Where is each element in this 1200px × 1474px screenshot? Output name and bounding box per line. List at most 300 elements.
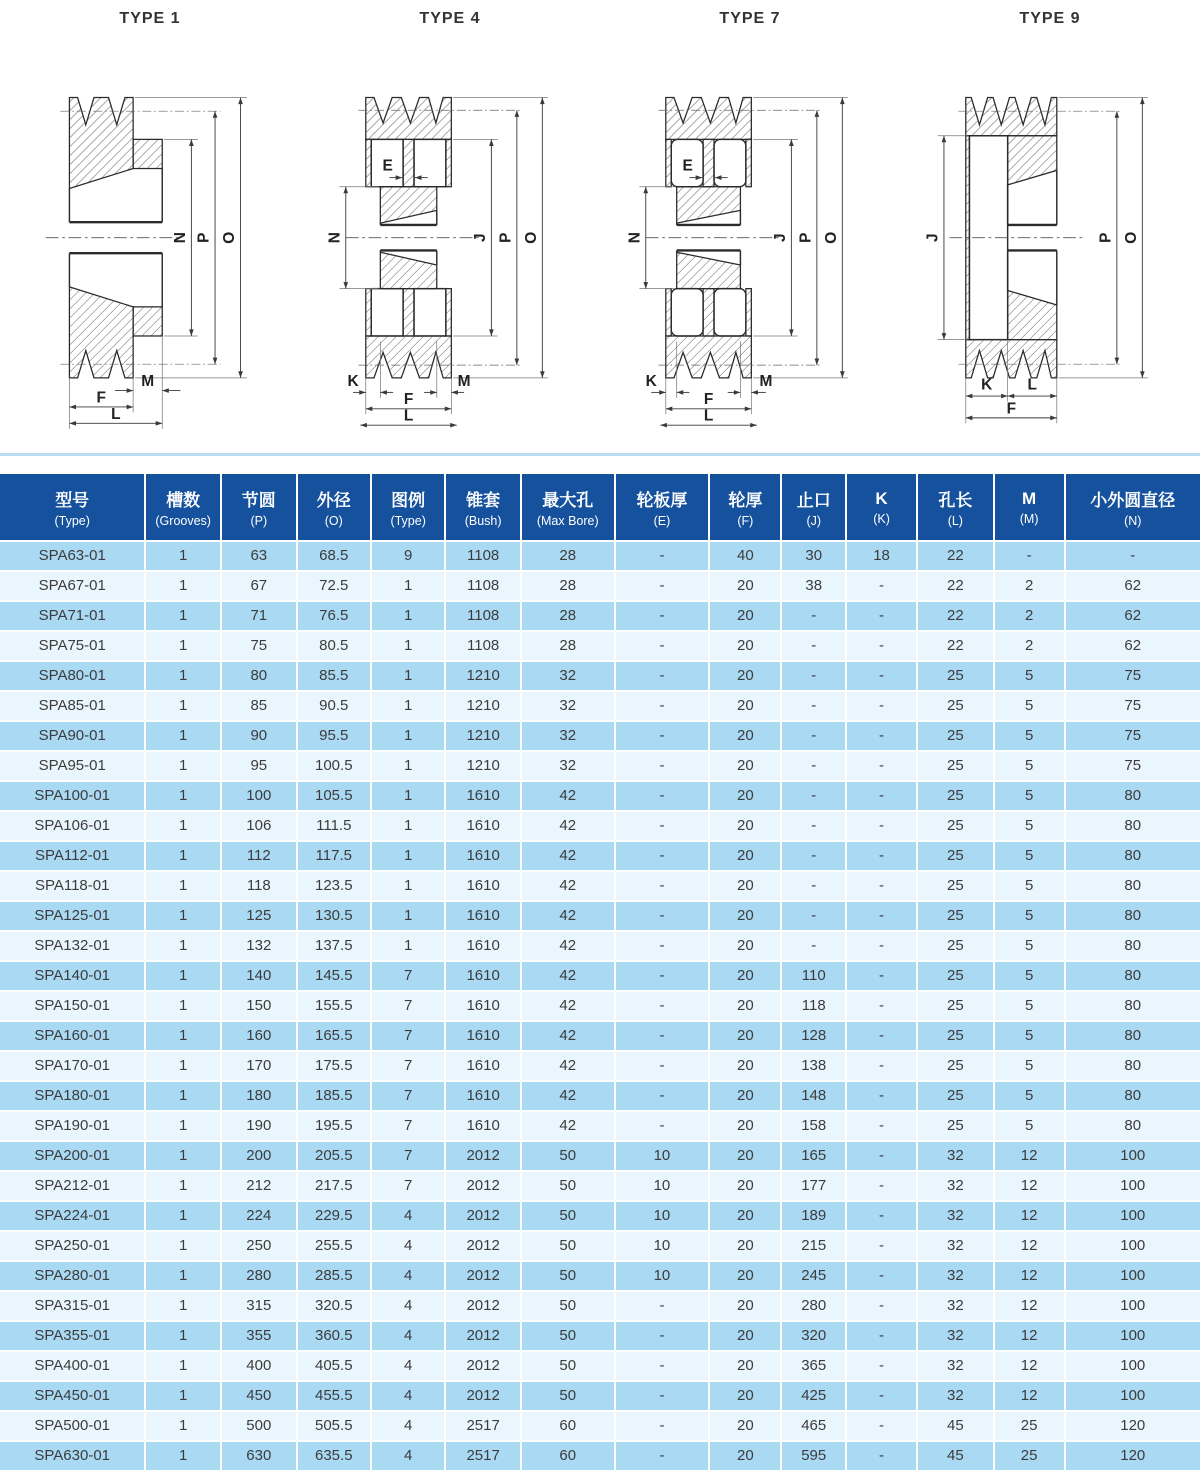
dim-label-p: P [497, 232, 515, 243]
value-cell: 50 [522, 1202, 616, 1232]
value-cell: 38 [782, 572, 847, 602]
table-row [0, 1262, 1200, 1292]
value-cell: 32 [918, 1232, 995, 1262]
model-cell: SPA224-01 [0, 1202, 146, 1232]
column-header-type: 图例 (Type) [372, 474, 446, 542]
value-cell: - [847, 992, 918, 1022]
value-cell: 106 [222, 812, 298, 842]
pulley-cross-section-drawing [313, 32, 586, 437]
table-row [0, 902, 1200, 932]
value-cell: 158 [782, 1112, 847, 1142]
value-cell: 123.5 [298, 872, 372, 902]
value-cell: 5 [995, 1082, 1066, 1112]
value-cell: 20 [710, 1052, 782, 1082]
value-cell: 320 [782, 1322, 847, 1352]
value-cell: 2517 [446, 1412, 522, 1442]
value-cell: 80 [1066, 992, 1200, 1022]
value-cell: 20 [710, 1202, 782, 1232]
value-cell: 1 [372, 932, 446, 962]
value-cell: 2012 [446, 1322, 522, 1352]
value-cell: 1 [146, 1442, 222, 1472]
value-cell: 20 [710, 1142, 782, 1172]
diagram-title: TYPE 9 [1019, 10, 1081, 27]
model-cell: SPA200-01 [0, 1142, 146, 1172]
value-cell: - [616, 602, 711, 632]
value-cell: 1 [372, 572, 446, 602]
value-cell: 5 [995, 1112, 1066, 1142]
value-cell: - [847, 1052, 918, 1082]
table-row [0, 752, 1200, 782]
dim-label-o: O [523, 231, 541, 244]
table-row [0, 1382, 1200, 1412]
value-cell: 1610 [446, 872, 522, 902]
value-cell: - [847, 1202, 918, 1232]
value-cell: 20 [710, 1322, 782, 1352]
value-cell: 630 [222, 1442, 298, 1472]
dim-label-p: P [196, 232, 214, 243]
value-cell: - [616, 1442, 711, 1472]
value-cell: 25 [918, 812, 995, 842]
value-cell: 22 [918, 632, 995, 662]
dim-label-l: L [404, 407, 414, 425]
value-cell: 75 [1066, 722, 1200, 752]
value-cell: 1 [146, 1022, 222, 1052]
model-cell: SPA63-01 [0, 542, 146, 572]
column-header-model: 型号 (Type) [0, 474, 146, 542]
value-cell: - [616, 782, 711, 812]
column-header-e: 轮板厚 (E) [616, 474, 711, 542]
value-cell: - [782, 662, 847, 692]
value-cell: 125 [222, 902, 298, 932]
model-cell: SPA140-01 [0, 962, 146, 992]
value-cell: 25 [918, 1112, 995, 1142]
value-cell: - [847, 782, 918, 812]
value-cell: 68.5 [298, 542, 372, 572]
value-cell: 20 [710, 842, 782, 872]
value-cell: 2012 [446, 1172, 522, 1202]
value-cell: 12 [995, 1172, 1066, 1202]
value-cell: 42 [522, 1052, 616, 1082]
dim-label-k: K [981, 376, 993, 394]
value-cell: 132 [222, 932, 298, 962]
value-cell: - [995, 542, 1066, 572]
value-cell: 10 [616, 1262, 711, 1292]
value-cell: 20 [710, 1022, 782, 1052]
value-cell: 1 [146, 932, 222, 962]
value-cell: 1108 [446, 632, 522, 662]
dim-label-n: N [172, 232, 190, 244]
value-cell: 110 [782, 962, 847, 992]
value-cell: 1 [372, 602, 446, 632]
value-cell: 42 [522, 962, 616, 992]
model-cell: SPA106-01 [0, 812, 146, 842]
value-cell: 120 [1066, 1412, 1200, 1442]
value-cell: - [847, 1412, 918, 1442]
value-cell: 20 [710, 1082, 782, 1112]
value-cell: 80 [1066, 932, 1200, 962]
dim-label-o: O [1123, 231, 1141, 244]
value-cell: 32 [918, 1292, 995, 1322]
value-cell: 1210 [446, 662, 522, 692]
value-cell: - [847, 902, 918, 932]
value-cell: 42 [522, 872, 616, 902]
value-cell: 42 [522, 932, 616, 962]
value-cell: 195.5 [298, 1112, 372, 1142]
value-cell: 80 [222, 662, 298, 692]
value-cell: 1210 [446, 722, 522, 752]
column-header-k: K (K) [847, 474, 918, 542]
value-cell: 1210 [446, 752, 522, 782]
value-cell: 76.5 [298, 602, 372, 632]
value-cell: 400 [222, 1352, 298, 1382]
model-cell: SPA160-01 [0, 1022, 146, 1052]
value-cell: 95 [222, 752, 298, 782]
model-cell: SPA90-01 [0, 722, 146, 752]
value-cell: 100 [1066, 1382, 1200, 1412]
column-header-n: 小外圆直径 (N) [1066, 474, 1200, 542]
value-cell: 28 [522, 572, 616, 602]
value-cell: 20 [710, 932, 782, 962]
value-cell: 42 [522, 842, 616, 872]
value-cell: - [847, 1232, 918, 1262]
value-cell: 4 [372, 1262, 446, 1292]
value-cell: - [847, 1112, 918, 1142]
value-cell: - [616, 932, 711, 962]
value-cell: 50 [522, 1322, 616, 1352]
model-cell: SPA500-01 [0, 1412, 146, 1442]
value-cell: 2012 [446, 1262, 522, 1292]
value-cell: - [847, 1382, 918, 1412]
value-cell: 25 [995, 1442, 1066, 1472]
dim-label-f: F [404, 391, 414, 409]
value-cell: 9 [372, 542, 446, 572]
value-cell: 4 [372, 1232, 446, 1262]
table-row [0, 1322, 1200, 1352]
dim-label-m: M [141, 373, 155, 391]
value-cell: 25 [918, 1052, 995, 1082]
value-cell: 62 [1066, 602, 1200, 632]
value-cell: 1610 [446, 812, 522, 842]
value-cell: 455.5 [298, 1382, 372, 1412]
value-cell: 4 [372, 1412, 446, 1442]
value-cell: 12 [995, 1352, 1066, 1382]
value-cell: - [616, 872, 711, 902]
value-cell: - [616, 542, 711, 572]
value-cell: 190 [222, 1112, 298, 1142]
value-cell: - [847, 602, 918, 632]
model-cell: SPA85-01 [0, 692, 146, 722]
value-cell: 1 [146, 1262, 222, 1292]
value-cell: - [782, 902, 847, 932]
value-cell: 5 [995, 1052, 1066, 1082]
value-cell: 7 [372, 992, 446, 1022]
dim-label-l: L [704, 407, 714, 425]
value-cell: 250 [222, 1232, 298, 1262]
dim-label-o: O [823, 231, 841, 244]
value-cell: 1 [146, 602, 222, 632]
dim-label-m: M [759, 373, 773, 391]
pulley-cross-section-drawing [913, 32, 1186, 437]
value-cell: 150 [222, 992, 298, 1022]
model-cell: SPA112-01 [0, 842, 146, 872]
value-cell: 90 [222, 722, 298, 752]
value-cell: 20 [710, 1112, 782, 1142]
pulley-type-diagrams [0, 0, 1200, 437]
value-cell: 100 [1066, 1322, 1200, 1352]
value-cell: 32 [918, 1202, 995, 1232]
value-cell: 20 [710, 722, 782, 752]
value-cell: 1 [146, 782, 222, 812]
value-cell: 217.5 [298, 1172, 372, 1202]
value-cell: 1 [372, 632, 446, 662]
value-cell: 1 [372, 902, 446, 932]
value-cell: 90.5 [298, 692, 372, 722]
value-cell: 1 [372, 752, 446, 782]
value-cell: 60 [522, 1442, 616, 1472]
column-header-grooves: 槽数 (Grooves) [146, 474, 222, 542]
value-cell: 1 [146, 632, 222, 662]
model-cell: SPA95-01 [0, 752, 146, 782]
model-cell: SPA280-01 [0, 1262, 146, 1292]
value-cell: - [616, 1322, 711, 1352]
value-cell: 1 [372, 872, 446, 902]
value-cell: 50 [522, 1382, 616, 1412]
value-cell: 20 [710, 782, 782, 812]
model-cell: SPA450-01 [0, 1382, 146, 1412]
value-cell: 1 [146, 722, 222, 752]
dim-label-p: P [797, 232, 815, 243]
value-cell: 25 [918, 872, 995, 902]
value-cell: 25 [918, 662, 995, 692]
value-cell: 50 [522, 1352, 616, 1382]
value-cell: 25 [995, 1412, 1066, 1442]
value-cell: 45 [918, 1442, 995, 1472]
value-cell: - [847, 872, 918, 902]
column-header-outer-dia: 外径 (O) [298, 474, 372, 542]
model-cell: SPA250-01 [0, 1232, 146, 1262]
value-cell: 40 [710, 542, 782, 572]
value-cell: 7 [372, 962, 446, 992]
value-cell: 20 [710, 812, 782, 842]
column-header-max-bore: 最大孔 (Max Bore) [522, 474, 616, 542]
table-row [0, 1442, 1200, 1472]
value-cell: 95.5 [298, 722, 372, 752]
value-cell: 635.5 [298, 1442, 372, 1472]
value-cell: - [847, 1442, 918, 1472]
value-cell: 20 [710, 1292, 782, 1322]
value-cell: 2 [995, 602, 1066, 632]
value-cell: 32 [522, 722, 616, 752]
value-cell: 1 [146, 1052, 222, 1082]
dim-label-f: F [704, 391, 714, 409]
value-cell: - [847, 1172, 918, 1202]
value-cell: 1610 [446, 962, 522, 992]
value-cell: 25 [918, 752, 995, 782]
value-cell: - [847, 692, 918, 722]
value-cell: - [616, 1022, 711, 1052]
table-row [0, 542, 1200, 572]
value-cell: 117.5 [298, 842, 372, 872]
value-cell: - [847, 752, 918, 782]
value-cell: 320.5 [298, 1292, 372, 1322]
table-row [0, 872, 1200, 902]
value-cell: 67 [222, 572, 298, 602]
value-cell: 28 [522, 632, 616, 662]
value-cell: 25 [918, 782, 995, 812]
value-cell: - [782, 752, 847, 782]
dim-label-k: K [646, 373, 658, 391]
value-cell: 1 [146, 1322, 222, 1352]
value-cell: - [847, 722, 918, 752]
value-cell: 20 [710, 1412, 782, 1442]
value-cell: 32 [918, 1382, 995, 1412]
value-cell: 1 [146, 872, 222, 902]
value-cell: 20 [710, 752, 782, 782]
value-cell: 22 [918, 572, 995, 602]
value-cell: - [847, 1082, 918, 1112]
value-cell: 1 [146, 542, 222, 572]
value-cell: 185.5 [298, 1082, 372, 1112]
model-cell: SPA355-01 [0, 1322, 146, 1352]
value-cell: 20 [710, 1232, 782, 1262]
value-cell: 155.5 [298, 992, 372, 1022]
value-cell: - [616, 632, 711, 662]
value-cell: 118 [782, 992, 847, 1022]
value-cell: 280 [222, 1262, 298, 1292]
value-cell: 177 [782, 1172, 847, 1202]
model-cell: SPA100-01 [0, 782, 146, 812]
table-row [0, 632, 1200, 662]
value-cell: 7 [372, 1022, 446, 1052]
value-cell: 42 [522, 992, 616, 1022]
model-cell: SPA71-01 [0, 602, 146, 632]
value-cell: 355 [222, 1322, 298, 1352]
value-cell: 7 [372, 1142, 446, 1172]
spec-table-header [0, 474, 1200, 542]
diagram-type-1 [0, 10, 300, 437]
value-cell: 62 [1066, 632, 1200, 662]
value-cell: 595 [782, 1442, 847, 1472]
value-cell: - [847, 662, 918, 692]
value-cell: - [847, 962, 918, 992]
value-cell: - [782, 782, 847, 812]
table-row [0, 1052, 1200, 1082]
value-cell: 2012 [446, 1352, 522, 1382]
value-cell: 32 [522, 752, 616, 782]
value-cell: 50 [522, 1232, 616, 1262]
value-cell: - [847, 1322, 918, 1352]
value-cell: 25 [918, 1022, 995, 1052]
value-cell: 2012 [446, 1292, 522, 1322]
value-cell: 1 [372, 692, 446, 722]
value-cell: 20 [710, 662, 782, 692]
value-cell: 80 [1066, 782, 1200, 812]
value-cell: 160 [222, 1022, 298, 1052]
value-cell: 5 [995, 812, 1066, 842]
value-cell: 1610 [446, 1112, 522, 1142]
value-cell: 4 [372, 1292, 446, 1322]
value-cell: 1108 [446, 572, 522, 602]
value-cell: 100 [1066, 1262, 1200, 1292]
value-cell: - [616, 572, 711, 602]
model-cell: SPA400-01 [0, 1352, 146, 1382]
value-cell: 75 [1066, 662, 1200, 692]
table-row [0, 1202, 1200, 1232]
value-cell: 20 [710, 1352, 782, 1382]
model-cell: SPA150-01 [0, 992, 146, 1022]
model-cell: SPA180-01 [0, 1082, 146, 1112]
value-cell: 145.5 [298, 962, 372, 992]
value-cell: - [616, 962, 711, 992]
table-row [0, 782, 1200, 812]
value-cell: 28 [522, 602, 616, 632]
value-cell: 465 [782, 1412, 847, 1442]
value-cell: 2012 [446, 1142, 522, 1172]
model-cell: SPA80-01 [0, 662, 146, 692]
value-cell: 100 [1066, 1292, 1200, 1322]
table-row [0, 602, 1200, 632]
value-cell: 1 [372, 722, 446, 752]
model-cell: SPA67-01 [0, 572, 146, 602]
value-cell: 72.5 [298, 572, 372, 602]
value-cell: 224 [222, 1202, 298, 1232]
value-cell: 10 [616, 1202, 711, 1232]
dim-label-n: N [626, 232, 644, 244]
value-cell: 138 [782, 1052, 847, 1082]
value-cell: 215 [782, 1232, 847, 1262]
value-cell: 60 [522, 1412, 616, 1442]
value-cell: 1 [146, 692, 222, 722]
diagram-type-7 [600, 10, 900, 437]
model-cell: SPA118-01 [0, 872, 146, 902]
model-cell: SPA315-01 [0, 1292, 146, 1322]
value-cell: - [616, 842, 711, 872]
value-cell: 5 [995, 752, 1066, 782]
value-cell: 10 [616, 1232, 711, 1262]
value-cell: 28 [522, 542, 616, 572]
value-cell: 20 [710, 1172, 782, 1202]
model-cell: SPA132-01 [0, 932, 146, 962]
model-cell: SPA190-01 [0, 1112, 146, 1142]
value-cell: 7 [372, 1172, 446, 1202]
dim-label-e: E [682, 157, 694, 175]
value-cell: 1610 [446, 842, 522, 872]
value-cell: - [616, 752, 711, 782]
value-cell: 80 [1066, 1082, 1200, 1112]
value-cell: 20 [710, 572, 782, 602]
value-cell: 1 [146, 1112, 222, 1142]
value-cell: 80 [1066, 902, 1200, 932]
value-cell: - [616, 1052, 711, 1082]
value-cell: 165.5 [298, 1022, 372, 1052]
value-cell: - [616, 1412, 711, 1442]
value-cell: - [782, 692, 847, 722]
value-cell: 7 [372, 1052, 446, 1082]
value-cell: 42 [522, 1082, 616, 1112]
pulley-cross-section-drawing [613, 32, 886, 437]
table-row [0, 1352, 1200, 1382]
dim-label-m: M [458, 373, 472, 391]
dim-label-j: J [925, 233, 943, 242]
dim-label-f: F [1007, 400, 1017, 418]
value-cell: 1 [146, 1352, 222, 1382]
value-cell: 42 [522, 902, 616, 932]
value-cell: 1610 [446, 932, 522, 962]
dim-label-o: O [221, 231, 239, 244]
value-cell: 45 [918, 1412, 995, 1442]
value-cell: 130.5 [298, 902, 372, 932]
value-cell: 22 [918, 542, 995, 572]
